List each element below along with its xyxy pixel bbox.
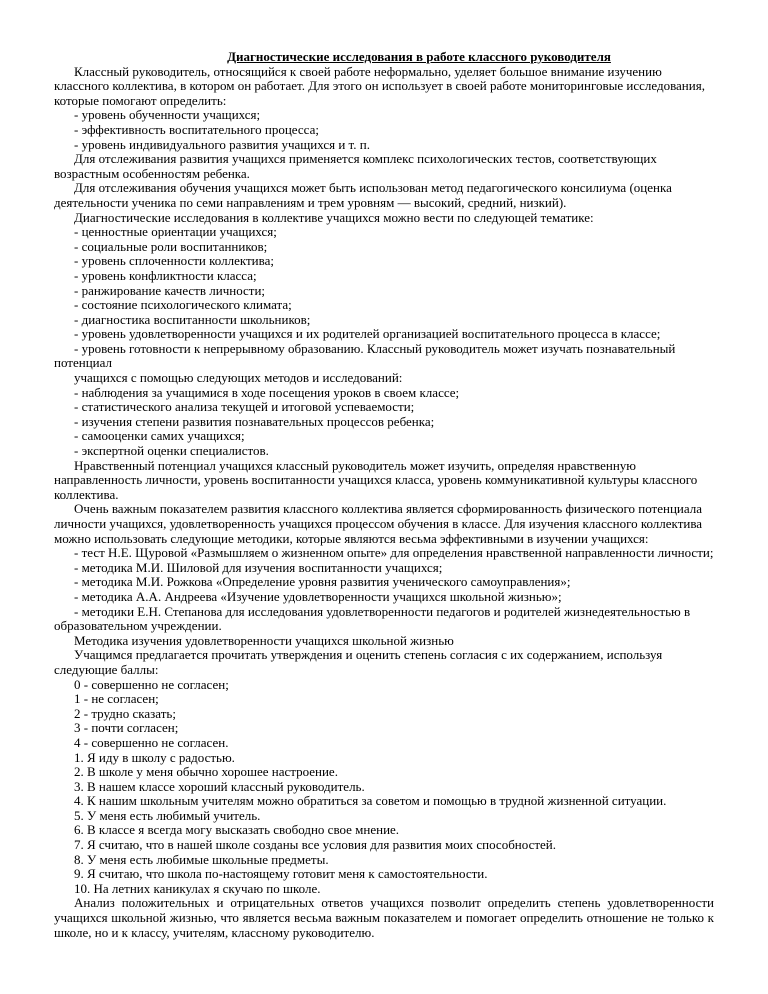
development-paragraph: Для отслеживания развития учащихся применяется комплекс психологических тестов, соответствующих возрастным особенностям ребенка.: [54, 151, 657, 181]
method-instruction: Учащимся предлагается прочитать утверждения и оценить степень согласия с их содержанием, используя следующие баллы:: [54, 647, 663, 677]
list-item: - ранжирование качеств личности;: [74, 282, 266, 298]
moral-paragraph: Нравственный потенциал учащихся классный руководитель может изучить, определяя нравственную направленность личности, уровень воспитанности учащихся класса, уровень коммуникативной культуры классного коллектива.: [54, 457, 698, 502]
statement-item: 4. К нашим школьным учителям можно обратиться за советом и помощью в трудной жизненной ситуации.: [74, 793, 667, 809]
scale-item: 0 - совершенно не согласен;: [74, 676, 229, 692]
list-item: - тест Н.Е. Щуровой «Размышляем о жизненном опыте» для определения нравственной направленности личности;: [74, 545, 714, 561]
list-item: - экспертной оценки специалистов.: [74, 443, 269, 459]
methods-intro: учащихся с помощью следующих методов и исследований:: [74, 370, 403, 386]
list-item: - изучения степени развития познавательных процессов ребенка;: [74, 413, 435, 429]
list-item: - методики Е.Н. Степанова для исследования удовлетворенности педагогов и родителей жизнедеятельностью в образовательном учреждении.: [54, 603, 691, 634]
list-item: - методика М.И. Шиловой для изучения воспитанности учащихся;: [74, 559, 443, 575]
statement-item: 6. В классе я всегда могу высказать свободно свое мнение.: [74, 822, 400, 838]
list-item: - уровень обученности учащихся;: [74, 107, 261, 123]
list-item: - диагностика воспитанности школьников;: [74, 311, 311, 327]
document-page: [54, 50, 714, 940]
list-item: - статистического анализа текущей и итоговой успеваемости;: [74, 399, 415, 415]
list-item: - эффективность воспитательного процесса;: [74, 121, 319, 137]
list-item: - уровень конфликтности класса;: [74, 267, 257, 283]
list-item: - наблюдения за учащимися в ходе посещения уроков в своем классе;: [74, 384, 460, 400]
topics-list: [54, 225, 714, 371]
scale-item: 2 - трудно сказать;: [74, 705, 176, 721]
intro-paragraph: Классный руководитель, относящийся к своей работе неформально, уделяет большое внимание изучению классного коллектива, в котором он работает. Для этого он использует в своей работе мониторинговые исследования, которые помогают определить:: [54, 63, 705, 108]
physical-paragraph: Очень важным показателем развития классного коллектива является сформированность физического потенциала личности учащихся, удовлетворенность учащихся процессом обучения в классе. Для изучения классного коллектива можно использовать следующие методики, которые являются весьма эффективными в изучении учащихся:: [54, 501, 703, 546]
list-item: - социальные роли воспитанников;: [74, 238, 268, 254]
statement-item: 3. В нашем классе хороший классный руководитель.: [74, 778, 365, 794]
list-item: - методика А.А. Андреева «Изучение удовлетворенности учащихся школьной жизнью»;: [74, 588, 562, 604]
statement-item: 5. У меня есть любимый учитель.: [74, 807, 261, 823]
statement-item: 8. У меня есть любимые школьные предметы.: [74, 851, 329, 867]
statement-item: 10. На летних каникулах я скучаю по школе.: [74, 880, 321, 896]
statements-list: [54, 751, 714, 897]
learning-paragraph: Для отслеживания обучения учащихся может быть использован метод педагогического консилиума (оценка деятельности ученика по семи направлениям и трем уровням — высокий, средний, низкий).: [54, 180, 672, 210]
list-item: - уровень индивидуального развития учащихся и т. п.: [74, 136, 370, 152]
list-item: - методика М.И. Рожкова «Определение уровня развития ученического самоуправления»;: [74, 574, 571, 590]
conclusion-paragraph: Анализ положительных и отрицательных ответов учащихся позволит определить степень удовлетворенности учащихся школьной жизнью, что является весьма важным показателем и помогает определить отношение не только к школе, но и к классу, учителям, классному руководителю.: [54, 895, 714, 940]
list-item: - самооценки самих учащихся;: [74, 428, 245, 444]
list-item: - ценностные ориентации учащихся;: [74, 224, 277, 240]
page-title: Диагностические исследования в работе классного руководителя: [227, 49, 611, 64]
list-item: - уровень готовности к непрерывному образованию. Классный руководитель может изучать познавательный потенциал: [54, 340, 676, 371]
topics-intro-paragraph: Диагностические исследования в коллективе учащихся можно вести по следующей тематике:: [74, 209, 594, 225]
statement-item: 1. Я иду в школу с радостью.: [74, 749, 235, 765]
scale-item: 3 - почти согласен;: [74, 720, 179, 736]
scale-item: 1 - не согласен;: [74, 691, 159, 707]
scale-item: 4 - совершенно не согласен.: [74, 734, 229, 750]
determine-list: [54, 108, 714, 152]
statement-item: 9. Я считаю, что школа по-настоящему готовит меня к самостоятельности.: [74, 866, 488, 882]
statement-item: 7. Я считаю, что в нашей школе созданы все условия для развития моих способностей.: [74, 837, 557, 853]
method-title: Методика изучения удовлетворенности учащихся школьной жизнью: [74, 632, 454, 648]
statement-item: 2. В школе у меня обычно хорошее настроение.: [74, 764, 338, 780]
techniques-list: [54, 546, 714, 634]
list-item: - уровень удовлетворенности учащихся и их родителей организацией воспитательного процесса в классе;: [74, 326, 661, 342]
list-item: - уровень сплоченности коллектива;: [74, 253, 274, 269]
list-item: - состояние психологического климата;: [74, 297, 292, 313]
rating-scale: [54, 678, 714, 751]
methods-list: [54, 386, 714, 459]
